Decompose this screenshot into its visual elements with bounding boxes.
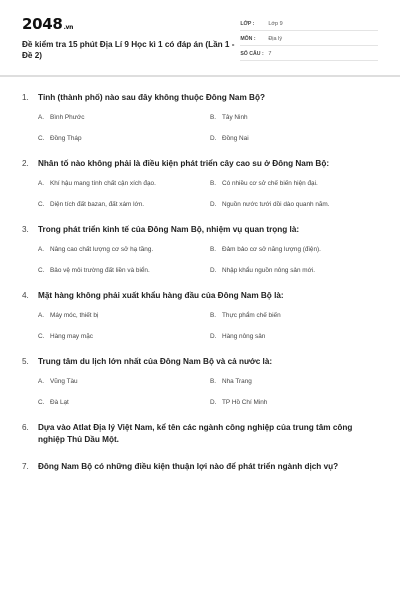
question-text: Mặt hàng không phải xuất khẩu hàng đầu của Đông Nam Bộ là: (38, 291, 284, 300)
option-text: Diện tích đất bazan, đất xám lớn. (50, 201, 145, 208)
header (22, 16, 378, 61)
meta-row-count (240, 46, 378, 61)
option-letter: A. (38, 246, 45, 253)
option-d[interactable] (210, 399, 382, 407)
option-letter: A. (38, 378, 45, 385)
answer-options (38, 378, 378, 407)
question-number: 3. (22, 225, 29, 234)
site-logo[interactable] (22, 16, 240, 36)
meta-panel (240, 16, 378, 61)
option-letter: A. (38, 114, 45, 121)
option-a[interactable] (38, 180, 210, 188)
meta-value: Địa lý (268, 36, 283, 42)
question-number: 5. (22, 357, 29, 366)
meta-value: 7 (268, 51, 272, 57)
option-letter: A. (38, 312, 45, 319)
option-text: Nhập khẩu nguồn nông sản mới. (222, 267, 316, 274)
question-header (22, 356, 378, 368)
option-letter: C. (38, 135, 45, 142)
logo-suffix: .vn (63, 24, 74, 31)
option-text: TP Hồ Chí Minh (222, 399, 268, 406)
question-text: Dựa vào Atlat Địa lý Việt Nam, kể tên các ngành công nghiệp của trung tâm công nghiệp Thủ Dầu Một. (38, 423, 353, 444)
option-a[interactable] (38, 378, 210, 386)
option-text: Có nhiều cơ sở chế biến hiện đại. (222, 180, 318, 187)
question-text: Đông Nam Bộ có những điều kiện thuận lợi nào để phát triển ngành dịch vụ? (38, 462, 339, 471)
option-text: Nâng cao chất lượng cơ sở hạ tầng. (50, 246, 154, 253)
option-a[interactable] (38, 246, 210, 254)
option-text: Nha Trang (222, 378, 252, 385)
option-letter: B. (210, 180, 217, 187)
question-text: Tỉnh (thành phố) nào sau đây không thuộc Đông Nam Bộ? (38, 93, 265, 102)
option-a[interactable] (38, 114, 210, 122)
option-c[interactable] (38, 333, 210, 341)
option-b[interactable] (210, 312, 382, 320)
question-number: 4. (22, 291, 29, 300)
question-list (22, 92, 378, 473)
question-header (22, 461, 378, 473)
question-text: Nhân tố nào không phải là điều kiện phát triển cây cao su ở Đông Nam Bộ: (38, 159, 330, 168)
option-letter: C. (38, 399, 45, 406)
option-a[interactable] (38, 312, 210, 320)
answer-options (38, 180, 378, 209)
option-c[interactable] (38, 399, 210, 407)
question-text: Trong phát triển kinh tế của Đông Nam Bộ, nhiệm vụ quan trọng là: (38, 225, 300, 234)
option-text: Thực phẩm chế biến (222, 312, 281, 319)
option-text: Vũng Tàu (50, 378, 78, 385)
option-letter: D. (210, 399, 217, 406)
question-number: 7. (22, 462, 29, 471)
answer-options (38, 246, 378, 275)
meta-label: SỐ CÂU : (240, 51, 264, 57)
option-text: Bảo vệ môi trường đất liền và biển. (50, 267, 150, 274)
meta-value: Lớp 9 (268, 21, 283, 27)
option-letter: D. (210, 201, 217, 208)
question-number: 2. (22, 159, 29, 168)
option-c[interactable] (38, 135, 210, 143)
question-header (22, 422, 378, 446)
option-c[interactable] (38, 201, 210, 209)
option-b[interactable] (210, 378, 382, 386)
question-6 (22, 422, 378, 446)
question-2 (22, 158, 378, 209)
answer-options (38, 114, 378, 143)
option-b[interactable] (210, 114, 382, 122)
option-text: Bình Phước (50, 114, 85, 121)
question-header (22, 290, 378, 302)
option-d[interactable] (210, 201, 382, 209)
option-letter: A. (38, 180, 45, 187)
option-letter: B. (210, 246, 217, 253)
header-divider (0, 75, 400, 77)
answer-options (38, 312, 378, 341)
question-7 (22, 461, 378, 473)
option-text: Khí hậu mang tính chất cận xích đạo. (50, 180, 156, 187)
question-4 (22, 290, 378, 341)
question-header (22, 224, 378, 236)
option-d[interactable] (210, 135, 382, 143)
header-left (22, 16, 240, 61)
meta-row-subject (240, 31, 378, 46)
option-letter: B. (210, 378, 217, 385)
option-text: Hàng nông sản (222, 333, 266, 340)
option-letter: D. (210, 333, 217, 340)
option-b[interactable] (210, 180, 382, 188)
option-d[interactable] (210, 267, 382, 275)
option-c[interactable] (38, 267, 210, 275)
question-number: 1. (22, 93, 29, 102)
option-letter: C. (38, 333, 45, 340)
option-letter: D. (210, 267, 217, 274)
question-3 (22, 224, 378, 275)
question-header (22, 158, 378, 170)
question-number: 6. (22, 423, 29, 432)
option-letter: C. (38, 267, 45, 274)
question-header (22, 92, 378, 104)
option-text: Đảm bảo cơ sở năng lượng (điện). (222, 246, 321, 253)
question-text: Trung tâm du lịch lớn nhất của Đông Nam Bộ và cả nước là: (38, 357, 273, 366)
option-text: Đà Lạt (50, 399, 69, 406)
meta-label: MÔN : (240, 36, 256, 42)
option-letter: B. (210, 114, 217, 121)
option-b[interactable] (210, 246, 382, 254)
option-d[interactable] (210, 333, 382, 341)
meta-row-class (240, 16, 378, 31)
question-5 (22, 356, 378, 407)
option-text: Hàng may mặc (50, 333, 93, 340)
option-text: Nguồn nước tưới dồi dào quanh năm. (222, 201, 330, 208)
option-text: Máy móc, thiết bị (50, 312, 99, 319)
logo-text: 2048 (22, 15, 63, 33)
meta-label: LỚP : (240, 21, 255, 27)
option-text: Đồng Tháp (50, 135, 82, 142)
document-title: Đề kiểm tra 15 phút Địa Lí 9 Học kì 1 có đáp án (Lần 1 - Đề 2) (22, 40, 235, 60)
option-letter: D. (210, 135, 217, 142)
option-letter: B. (210, 312, 217, 319)
question-1 (22, 92, 378, 143)
option-text: Tây Ninh (222, 114, 248, 121)
option-letter: C. (38, 201, 45, 208)
option-text: Đồng Nai (222, 135, 249, 142)
